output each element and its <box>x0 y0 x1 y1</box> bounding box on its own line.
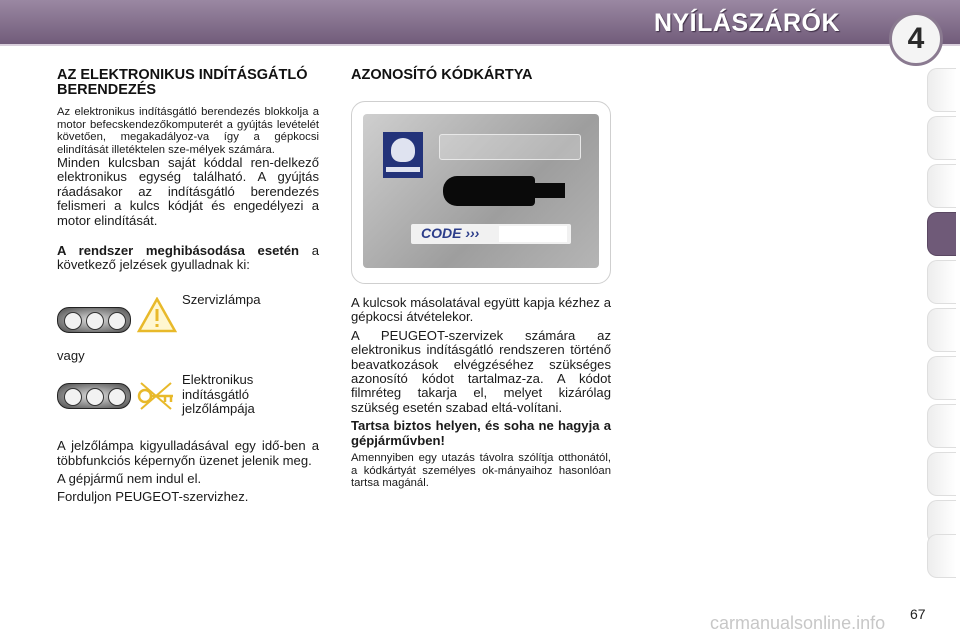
instrument-cluster-icon <box>57 307 131 333</box>
watermark: carmanualsonline.info <box>710 613 886 633</box>
code-strip <box>411 224 571 244</box>
chapter-tab[interactable] <box>927 164 956 208</box>
chapter-tab[interactable] <box>927 356 956 400</box>
chapter-tab[interactable] <box>927 534 956 578</box>
key-icon <box>443 176 535 206</box>
keep-safe-warning: Tartsa biztos helyen, és soha ne hagyja a gépjárművben! <box>351 418 611 448</box>
chapter-number-badge: 4 <box>889 12 943 66</box>
contains-code-paragraph: A PEUGEOT-szervizek számára az elektronikus indításgátló rendszeren történő beavatkozások elvégzéséhez szükséges azonosító kódot tartalmaz-za. A kódot filmréteg takarja el, melyet kizárólag szükség esetén szabad eltá-volítani. <box>351 327 611 415</box>
failure-paragraph <box>57 244 319 273</box>
chapter-tab[interactable] <box>927 260 956 304</box>
chapter-tab[interactable] <box>927 116 956 160</box>
chapter-title: NYÍLÁSZÁRÓK <box>653 9 840 37</box>
page-number: 67 <box>910 606 926 622</box>
card-panel <box>439 134 581 160</box>
service-lamp-label: Szervizlámpa <box>182 291 261 307</box>
immobiliser-lamp-row <box>57 373 319 439</box>
header-divider <box>0 44 960 46</box>
chapter-tab[interactable] <box>927 452 956 496</box>
left-column <box>57 68 319 505</box>
failure-bold-text: A rendszer meghibásodása esetén <box>57 243 300 259</box>
code-label: CODE ››› <box>421 225 480 241</box>
key-blade-icon <box>529 183 565 198</box>
key-code-paragraph: Minden kulcsban saját kóddal ren-delkező elektronikus egység található. A gyújtás ráadásakor az indításgátló berendezés felismeri a kulcs kódját és engedélyezi a motor elindítását. <box>57 155 319 228</box>
travel-paragraph: Amennyiben egy utazás távolra szólítja otthonától, a kódkártyát személyes ok-mányaihoz hasonlóan tartsa magánál. <box>351 452 611 490</box>
section-heading-immobiliser: AZ ELEKTRONIKUS INDÍTÁSGÁTLÓ BERENDEZÉS <box>57 67 308 98</box>
chapter-tabs <box>927 68 960 578</box>
right-column <box>351 68 611 490</box>
section-heading-code-card: AZONOSÍTÓ KÓDKÁRTYA <box>351 67 533 83</box>
or-text: vagy <box>57 347 85 363</box>
keys-paragraph: A kulcsok másolatával együtt kapja kézhez a gépkocsi átvételekor. <box>351 295 611 325</box>
code-hidden-box <box>499 226 567 242</box>
chapter-tab-active[interactable] <box>927 212 956 256</box>
intro-paragraph: Az elektronikus indításgátló berendezés blokkolja a motor befecskendezőkomputerét a gyújtás levételét követően, megakadályoz-va így a gépkocsi elindítását illetéktelen sze-mélyek számára. <box>57 106 319 156</box>
chapter-tab[interactable] <box>927 308 956 352</box>
chapter-tab[interactable] <box>927 68 956 112</box>
service-lamp-row <box>57 287 319 347</box>
contact-service-paragraph: Forduljon PEUGEOT-szervizhez. <box>57 489 249 505</box>
no-start-paragraph: A gépjármű nem indul el. <box>57 471 202 487</box>
multifunction-display-paragraph: A jelzőlámpa kigyulladásával egy idő-ben a többfunkciós képernyőn üzenet jelenik meg. <box>57 438 319 468</box>
immobiliser-lamp-label: Elektronikus indításgátló jelzőlámpája <box>182 372 255 417</box>
failure-rest-text: a következő jelzések gyulladnak ki: <box>57 243 320 273</box>
chapter-tab[interactable] <box>927 404 956 448</box>
service-warning-icon <box>137 297 177 333</box>
instrument-cluster-icon <box>57 383 131 409</box>
peugeot-logo-icon <box>383 132 423 178</box>
code-card-illustration-frame <box>351 101 611 284</box>
immobiliser-key-icon <box>135 379 177 413</box>
code-card-image <box>363 114 599 268</box>
